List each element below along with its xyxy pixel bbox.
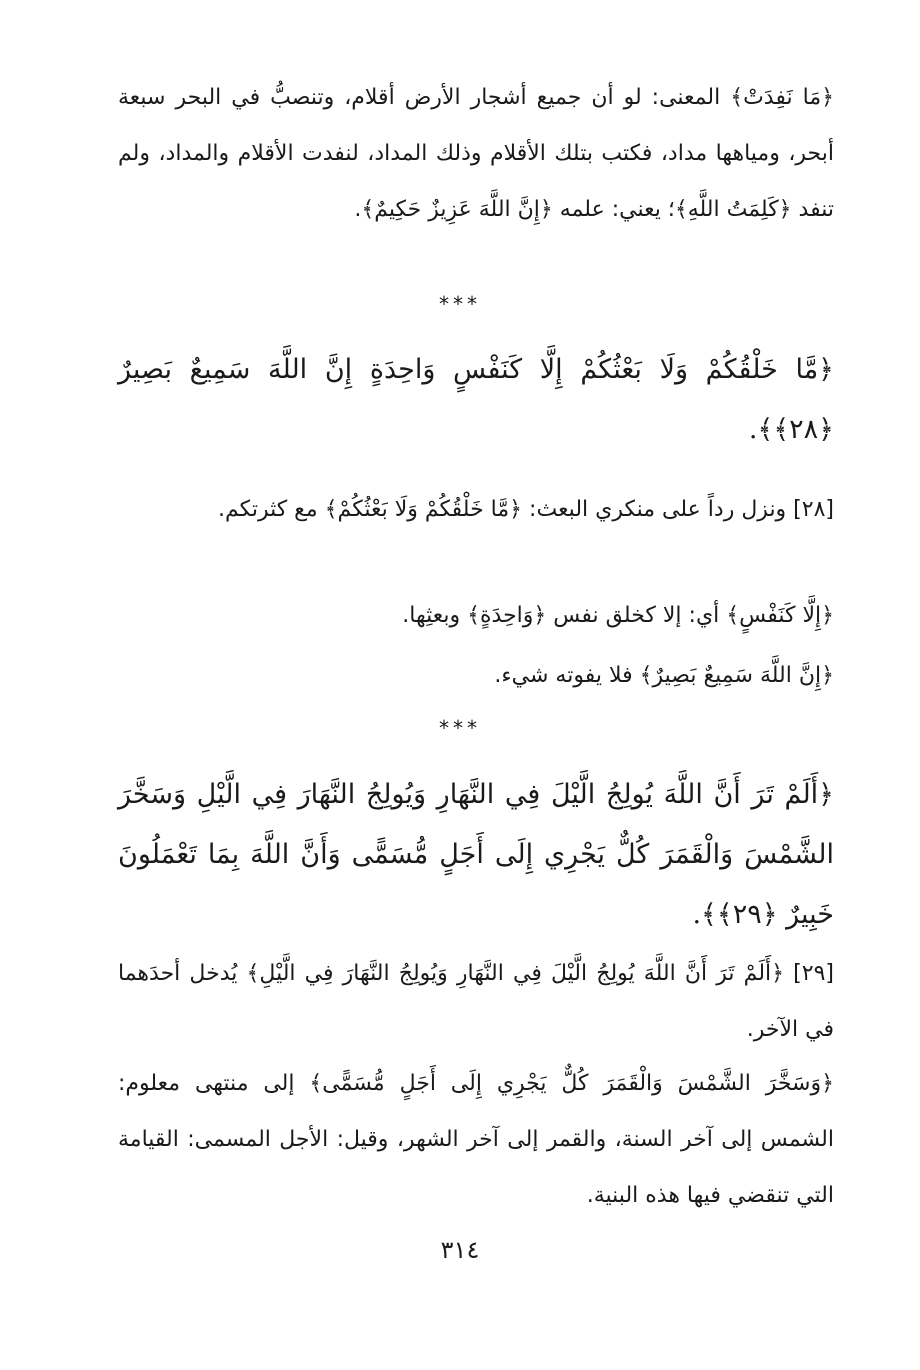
commentary-paragraph-mafidat: ﴿مَا نَفِدَتْ﴾ المعنى: لو أن جميع أشجار الأرض أقلام، وتنصبُّ في البحر سبعة أبحر، ومياهها مداد، فكتب بتلك الأقلام وذلك المداد، لنفدت الأقلام والمداد، ولم تنفد ﴿كَلِمَتُ اللَّهِ﴾؛ يعني: علمه ﴿إِنَّ اللَّهَ عَزِيزٌ حَكِيمٌ﴾. [118,85,834,222]
section-separator-2: *** [439,716,481,740]
quran-verse-29: ﴿أَلَمْ تَرَ أَنَّ اللَّهَ يُولِجُ الَّيْلَ فِي النَّهَارِ وَيُولِجُ النَّهَارَ فِي الَّيْلِ وَسَخَّرَ الشَّمْسَ وَالْقَمَرَ كُلٌّ يَجْرِي إِلَى أَجَلٍ مُّسَمًّى وَأَنَّ اللَّهَ بِمَا تَعْمَلُونَ خَبِيرٌ ﴿٢٩﴾﴾. [118,779,834,930]
commentary-paragraph-29: [٢٩] ﴿أَلَمْ تَرَ أَنَّ اللَّهَ يُولِجُ الَّيْلَ فِي النَّهَارِ وَيُولِجُ النَّهَارَ فِي الَّيْلِ﴾ يُدخل أحدَهما في الآخر. [118,961,834,1042]
commentary-line-samiun-basir: ﴿إِنَّ اللَّهَ سَمِيعٌ بَصِيرٌ﴾ فلا يفوته شيء. [494,663,834,688]
section-separator-1: *** [439,292,481,316]
commentary-line-illa-kanafs: ﴿إِلَّا كَنَفْسٍ﴾ أي: إلا كخلق نفس ﴿وَاحِدَةٍ﴾ وبعثِها. [402,603,834,628]
page-number: ٣١٤ [440,1236,480,1264]
commentary-paragraph-sakhkhara: ﴿وَسَخَّرَ الشَّمْسَ وَالْقَمَرَ كُلٌّ يَجْرِي إِلَى أَجَلٍ مُّسَمًّى﴾ إلى منتهى معلوم: الشمس إلى آخر السنة، والقمر إلى آخر الشهر، وقيل: الأجل المسمى: القيامة التي تنقضي فيها هذه البنية. [118,1071,834,1208]
quran-verse-28: ﴿مَّا خَلْقُكُمْ وَلَا بَعْثُكُمْ إِلَّا كَنَفْسٍ وَاحِدَةٍ إِنَّ اللَّهَ سَمِيعٌ بَصِيرٌ ﴿٢٨﴾﴾. [118,354,834,445]
commentary-paragraph-28: [٢٨] ونزل رداً على منكري البعث: ﴿مَّا خَلْقُكُمْ وَلَا بَعْثُكُمْ﴾ مع كثرتكم. [218,497,834,522]
